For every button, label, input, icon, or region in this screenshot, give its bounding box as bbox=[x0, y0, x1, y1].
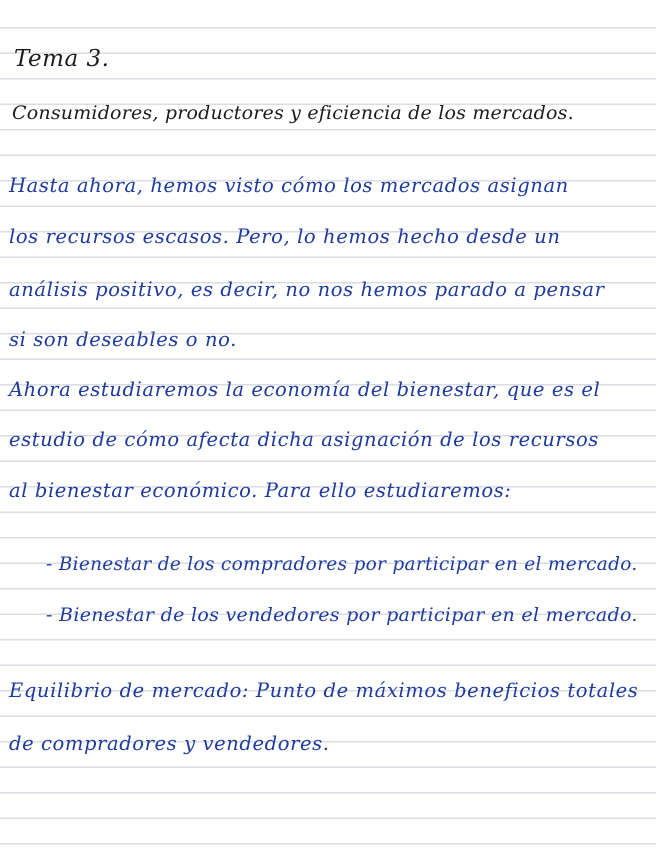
note-title: Tema 3. bbox=[14, 46, 110, 72]
note-subtitle: Consumidores, productores y eficiencia de los mercados. bbox=[12, 102, 574, 124]
paragraph-line: al bienestar económico. Para ello estudiaremos: bbox=[9, 479, 512, 502]
paragraph-line: Hasta ahora, hemos visto cómo los mercados asignan bbox=[9, 174, 569, 197]
paragraph-line: análisis positivo, es decir, no nos hemos parado a pensar bbox=[9, 278, 605, 301]
paragraph-line: estudio de cómo afecta dicha asignación de los recursos bbox=[9, 428, 599, 451]
paragraph-line: los recursos escasos. Pero, lo hemos hecho desde un bbox=[9, 225, 561, 248]
paragraph-line: de compradores y vendedores. bbox=[9, 732, 330, 755]
bullet-item: - Bienestar de los vendedores por participar en el mercado. bbox=[46, 604, 638, 626]
bullet-item: - Bienestar de los compradores por participar en el mercado. bbox=[46, 554, 638, 575]
paragraph-line: si son deseables o no. bbox=[9, 328, 237, 351]
paragraph-line: Ahora estudiaremos la economía del bienestar, que es el bbox=[9, 378, 601, 401]
paragraph-line: Equilibrio de mercado: Punto de máximos beneficios totales bbox=[9, 679, 639, 702]
